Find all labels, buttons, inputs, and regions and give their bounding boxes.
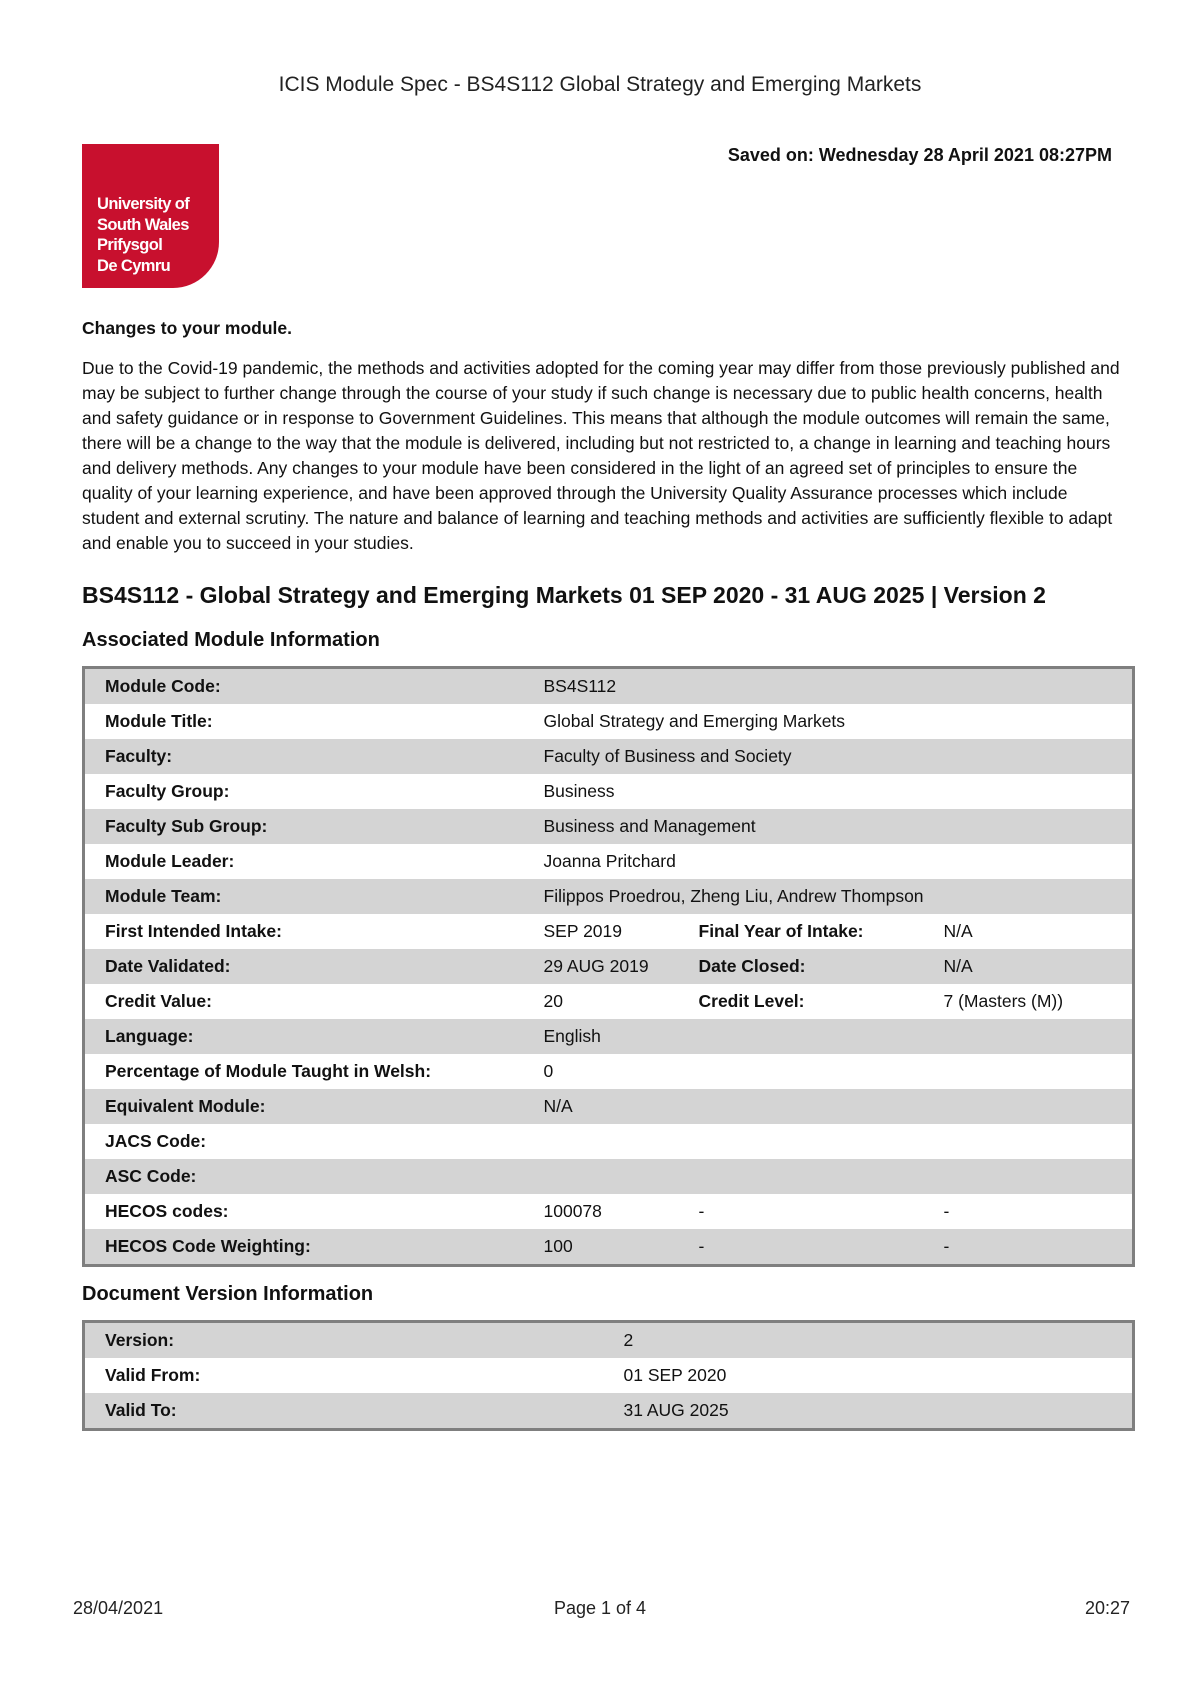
faculty-group-value: Business [524, 774, 1134, 809]
credit-level-value: 7 (Masters (M)) [944, 984, 1134, 1019]
module-code-value: BS4S112 [524, 668, 1134, 705]
associated-module-table [82, 666, 1135, 1267]
version-label: Version: [84, 1322, 604, 1359]
footer-time: 20:27 [1084, 1598, 1130, 1618]
final-year-intake-value: N/A [944, 914, 1134, 949]
table-row [84, 1054, 1134, 1089]
date-closed-value: N/A [944, 949, 1134, 984]
module-heading: BS4S112 - Global Strategy and Emerging Markets 01 SEP 2020 - 31 AUG 2025 | Version 2 [82, 582, 1046, 608]
faculty-sub-group-label: Faculty Sub Group: [84, 809, 524, 844]
credit-level-label: Credit Level: [699, 984, 944, 1019]
document-version-table [82, 1320, 1135, 1431]
valid-to-value: 31 AUG 2025 [604, 1393, 1134, 1430]
hecos-codes-col3: - [699, 1194, 944, 1229]
module-leader-value: Joanna Pritchard [524, 844, 1134, 879]
table-row [84, 1322, 1134, 1359]
module-code-label: Module Code: [84, 668, 524, 705]
hecos-weighting-value: 100 [524, 1229, 699, 1266]
final-year-intake-label: Final Year of Intake: [699, 914, 944, 949]
welsh-percentage-value: 0 [524, 1054, 1134, 1089]
table-row [84, 668, 1134, 705]
asc-code-value [524, 1159, 1134, 1194]
first-intake-label: First Intended Intake: [84, 914, 524, 949]
jacs-code-label: JACS Code: [84, 1124, 524, 1159]
version-value: 2 [604, 1322, 1134, 1359]
table-row [84, 879, 1134, 914]
credit-value-label: Credit Value: [84, 984, 524, 1019]
faculty-sub-group-value: Business and Management [524, 809, 1134, 844]
footer-page-number: Page 1 of 4 [553, 1598, 647, 1618]
saved-on-timestamp: Saved on: Wednesday 28 April 2021 08:27PM [727, 145, 1112, 165]
logo-line: University of [97, 195, 190, 213]
first-intake-value: SEP 2019 [524, 914, 699, 949]
logo-line: De Cymru [97, 256, 171, 275]
table-row [84, 774, 1134, 809]
table-row [84, 1089, 1134, 1124]
equivalent-module-value: N/A [524, 1089, 1134, 1124]
credit-value-value: 20 [524, 984, 699, 1019]
module-team-value: Filippos Proedrou, Zheng Liu, Andrew Thompson [524, 879, 1134, 914]
valid-to-label: Valid To: [84, 1393, 604, 1430]
date-validated-label: Date Validated: [84, 949, 524, 984]
date-closed-label: Date Closed: [699, 949, 944, 984]
valid-from-value: 01 SEP 2020 [604, 1358, 1134, 1393]
table-row [84, 984, 1134, 1019]
table-row [84, 1124, 1134, 1159]
faculty-label: Faculty: [84, 739, 524, 774]
table-row [84, 844, 1134, 879]
document-content [82, 318, 1132, 1431]
date-validated-value: 29 AUG 2019 [524, 949, 699, 984]
logo-line: South Wales [97, 215, 189, 234]
table-row [84, 809, 1134, 844]
table-row [84, 1358, 1134, 1393]
hecos-codes-value: 100078 [524, 1194, 699, 1229]
document-version-heading: Document Version Information [82, 1283, 374, 1305]
table-row [84, 739, 1134, 774]
language-value: English [524, 1019, 1134, 1054]
table-row [84, 704, 1134, 739]
hecos-weighting-label: HECOS Code Weighting: [84, 1229, 524, 1266]
language-label: Language: [84, 1019, 524, 1054]
equivalent-module-label: Equivalent Module: [84, 1089, 524, 1124]
hecos-weighting-col3: - [699, 1229, 944, 1266]
welsh-percentage-label: Percentage of Module Taught in Welsh: [84, 1054, 524, 1089]
module-title-value: Global Strategy and Emerging Markets [524, 704, 1134, 739]
table-row [84, 914, 1134, 949]
hecos-codes-col4: - [944, 1194, 1134, 1229]
table-row [84, 949, 1134, 984]
valid-from-label: Valid From: [84, 1358, 604, 1393]
module-title-label: Module Title: [84, 704, 524, 739]
hecos-weighting-col4: - [944, 1229, 1134, 1266]
associated-module-heading: Associated Module Information [82, 629, 380, 651]
faculty-group-label: Faculty Group: [84, 774, 524, 809]
notice-body: Due to the Covid-19 pandemic, the methods and activities adopted for the coming year may differ from those previously published and may be subject to further change through the course of your study if such change is necessary due to public health concerns, health and safety guidance or in response to Government Guidelines. This means that although the module outcomes will remain the same, there will be a change to the way that the module is delivered, including but not restricted to, a change in learning and teaching hours and delivery methods. Any changes to your module have been considered in the light of an agreed set of principles to ensure the quality of your learning experience, and have been approved through the University Quality Assurance processes which include student and external scrutiny. The nature and balance of learning and teaching methods and activities are sufficiently flexible to adapt and enable you to succeed in your studies. [82, 358, 1120, 553]
faculty-value: Faculty of Business and Society [524, 739, 1134, 774]
university-logo [82, 144, 219, 288]
notice-title: Changes to your module. [82, 318, 293, 338]
table-row [84, 1019, 1134, 1054]
table-row [84, 1229, 1134, 1266]
module-leader-label: Module Leader: [84, 844, 524, 879]
hecos-codes-label: HECOS codes: [84, 1194, 524, 1229]
module-team-label: Module Team: [84, 879, 524, 914]
table-row [84, 1194, 1134, 1229]
page-header-title: ICIS Module Spec - BS4S112 Global Strategy and Emerging Markets [278, 73, 922, 96]
table-row [84, 1393, 1134, 1430]
asc-code-label: ASC Code: [84, 1159, 524, 1194]
footer-date: 28/04/2021 [73, 1598, 164, 1618]
logo-line: Prifysgol [97, 236, 163, 254]
table-row [84, 1159, 1134, 1194]
jacs-code-value [524, 1124, 1134, 1159]
